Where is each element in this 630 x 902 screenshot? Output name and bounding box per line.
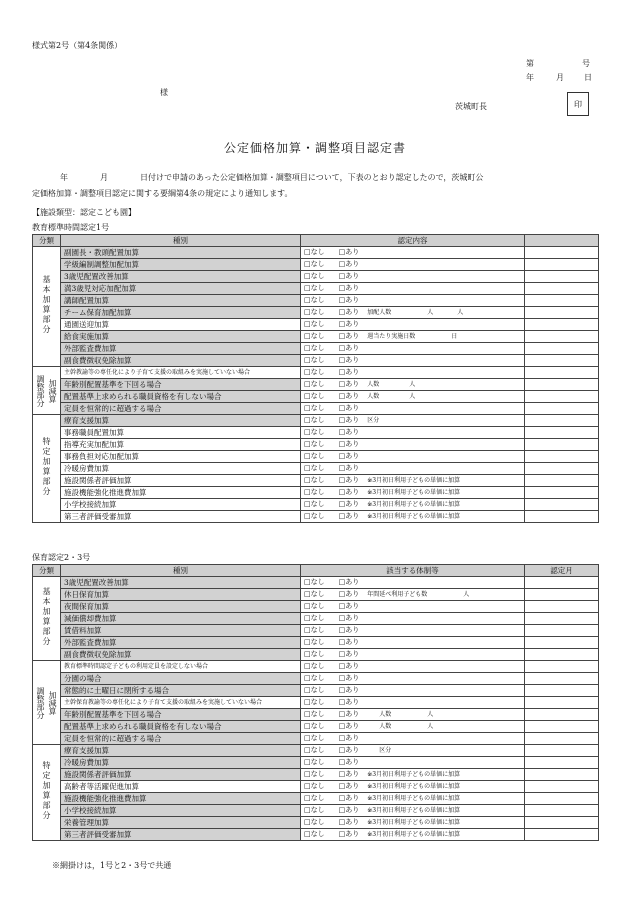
table-row [33, 343, 599, 355]
month-cell[interactable] [525, 661, 599, 673]
item-name: 夜間保育加算 [61, 601, 301, 613]
month-label: 月 [556, 73, 564, 82]
option-note: ※3月初日利用子どもの単価に加算 [367, 477, 461, 484]
option-note [359, 405, 367, 412]
option-checkboxes[interactable]: □なし □あり [304, 428, 360, 436]
option-checkboxes[interactable]: □なし □あり [304, 368, 360, 376]
table-row [33, 697, 599, 709]
table-row [33, 283, 599, 295]
table-row [33, 793, 599, 805]
item-name: 栄養管理加算 [61, 817, 301, 829]
option-note [359, 369, 367, 376]
item-name: 分園の場合 [61, 673, 301, 685]
header-cell: 分類 [33, 235, 61, 247]
option-checkboxes[interactable]: □なし □あり [304, 416, 360, 424]
table-row [33, 745, 599, 757]
month-cell[interactable] [525, 463, 599, 475]
month-cell[interactable] [525, 613, 599, 625]
option-note [359, 285, 367, 292]
item-name: 年齢別配置基準を下回る場合 [61, 379, 301, 391]
body-line-2: 定価格加算・調整項目認定に関する要綱第4条の規定により通知します。 [32, 189, 293, 198]
option-note [359, 603, 367, 610]
option-note [359, 429, 367, 436]
item-name: 主幹教諭等の専任化により子育て支援の取組みを実施していない場合 [61, 367, 301, 379]
option-note [359, 321, 367, 328]
category-cell [33, 577, 61, 661]
category-cell [33, 661, 61, 745]
table-row [33, 817, 599, 829]
option-checkboxes[interactable]: □なし □あり [304, 698, 360, 706]
option-note [359, 651, 367, 658]
option-checkboxes[interactable]: □なし □あり [304, 590, 360, 598]
option-note: ※3月初日利用子どもの単価に加算 [367, 771, 461, 778]
table-row [33, 427, 599, 439]
table-row [33, 487, 599, 499]
item-name: 療育支援加算 [61, 415, 301, 427]
table-row [33, 355, 599, 367]
table-row [33, 661, 599, 673]
table-row [33, 295, 599, 307]
option-note: ※3月初日利用子どもの単価に加算 [367, 819, 461, 826]
item-name: 第三者評価受審加算 [61, 829, 301, 841]
table-row [33, 307, 599, 319]
table-row [33, 769, 599, 781]
item-name: 常態的に土曜日に閉所する場合 [61, 685, 301, 697]
option-checkboxes[interactable]: □なし □あり [304, 332, 360, 340]
month-cell[interactable] [525, 283, 599, 295]
option-note: ※3月初日利用子どもの単価に加算 [367, 513, 461, 520]
table-row [33, 511, 599, 523]
table-row [33, 415, 599, 427]
option-checkboxes[interactable]: □なし □あり [304, 272, 360, 280]
option-checkboxes[interactable]: □なし □あり [304, 674, 360, 682]
month-cell[interactable] [525, 295, 599, 307]
option-checkboxes[interactable]: □なし □あり [304, 476, 360, 484]
option-note [359, 639, 367, 646]
month-cell[interactable] [525, 439, 599, 451]
header-cell: 認定月 [525, 565, 599, 577]
month-cell[interactable] [525, 829, 599, 841]
option-checkboxes[interactable]: □なし □あり [304, 602, 360, 610]
day-label: 日 [584, 73, 592, 82]
month-cell[interactable] [525, 451, 599, 463]
option-checkboxes[interactable]: □なし □あり [304, 248, 360, 256]
item-name: 小学校接続加算 [61, 499, 301, 511]
item-name: 教育標準時間認定子どもの利用定員を設定しない場合 [61, 661, 301, 673]
table-row [33, 403, 599, 415]
table-row [33, 475, 599, 487]
table-row [33, 367, 599, 379]
item-name: 高齢者等活躍促進加算 [61, 781, 301, 793]
item-name: 講師配置加算 [61, 295, 301, 307]
item-name: 指導充実加配加算 [61, 439, 301, 451]
option-checkboxes[interactable]: □なし □あり [304, 578, 360, 586]
option-note: ※3月初日利用子どもの単価に加算 [367, 831, 461, 838]
month-cell[interactable] [525, 745, 599, 757]
month-cell[interactable] [525, 247, 599, 259]
month-cell[interactable] [525, 721, 599, 733]
item-name: 年齢別配置基準を下回る場合 [61, 709, 301, 721]
month-cell[interactable] [525, 769, 599, 781]
month-cell[interactable] [525, 427, 599, 439]
month-cell[interactable] [525, 685, 599, 697]
option-checkboxes[interactable]: □なし □あり [304, 638, 360, 646]
option-checkboxes[interactable]: □なし □あり [304, 404, 360, 412]
item-name: 学級編制調整加配加算 [61, 259, 301, 271]
form-number: 様式第2号（第4条関係） [32, 41, 123, 50]
month-cell[interactable] [525, 403, 599, 415]
option-note [359, 675, 367, 682]
month-cell[interactable] [525, 307, 599, 319]
option-checkboxes[interactable]: □なし □あり [304, 806, 360, 814]
table-row [33, 439, 599, 451]
option-note [359, 627, 367, 634]
option-note: ※3月初日利用子どもの単価に加算 [367, 783, 461, 790]
category-cell [33, 367, 61, 415]
section2-title: 保育認定2・3号 [32, 553, 91, 562]
month-cell[interactable] [525, 331, 599, 343]
item-name: 外部監査費加算 [61, 343, 301, 355]
option-note [359, 663, 367, 670]
option-note: 区分 [367, 747, 392, 754]
item-name: 通園送迎加算 [61, 319, 301, 331]
option-checkboxes[interactable]: □なし □あり [304, 440, 360, 448]
option-checkboxes[interactable]: □なし □あり [304, 260, 360, 268]
category-cell [33, 745, 61, 841]
item-name: 満3歳児対応加配加算 [61, 283, 301, 295]
option-checkboxes[interactable]: □なし □あり [304, 320, 360, 328]
item-name: 冷暖房費加算 [61, 463, 301, 475]
table-row [33, 673, 599, 685]
option-checkboxes[interactable]: □なし □あり [304, 356, 360, 364]
section2-table [32, 564, 599, 841]
month-cell[interactable] [525, 355, 599, 367]
table-row [33, 805, 599, 817]
table-row [33, 829, 599, 841]
year-label: 年 [526, 73, 534, 82]
item-name: 外部監査費加算 [61, 637, 301, 649]
item-name: 第三者評価受審加算 [61, 511, 301, 523]
option-note: 加配人数 人 人 [367, 309, 464, 316]
option-note [359, 357, 367, 364]
option-note [359, 699, 367, 706]
item-name: 休日保育加算 [61, 589, 301, 601]
month-cell[interactable] [525, 367, 599, 379]
seal-box: 印 [567, 92, 589, 116]
category-label: 加減算 [48, 378, 57, 403]
option-checkboxes[interactable]: □なし □あり [304, 284, 360, 292]
option-note: 年間延べ利用子ども数 人 [367, 591, 470, 598]
category-cell [33, 247, 61, 367]
item-name: 副食費徴収免除加算 [61, 649, 301, 661]
option-checkboxes[interactable]: □なし □あり [304, 722, 360, 730]
item-name: 事務負担対応加配加算 [61, 451, 301, 463]
category-label: 特定加算部分 [42, 436, 51, 497]
option-checkboxes[interactable]: □なし □あり [304, 392, 360, 400]
option-note [359, 261, 367, 268]
month-cell[interactable] [525, 415, 599, 427]
month-cell[interactable] [525, 271, 599, 283]
option-note: ※3月初日利用子どもの単価に加算 [367, 795, 461, 802]
category-cell [33, 415, 61, 523]
option-note [359, 615, 367, 622]
option-note: 人数 人 [367, 381, 416, 388]
category-label: 調整部分 [36, 374, 45, 407]
item-name: 3歳児配置改善加算 [61, 271, 301, 283]
month-cell[interactable] [525, 391, 599, 403]
section1-title: 教育標準時間認定1号 [32, 223, 110, 232]
option-checkboxes[interactable]: □なし □あり [304, 686, 360, 694]
month-cell[interactable] [525, 487, 599, 499]
option-note [359, 579, 367, 586]
header-cell: 分類 [33, 565, 61, 577]
item-name: 定員を恒常的に超過する場合 [61, 403, 301, 415]
table-row [33, 685, 599, 697]
table-row [33, 721, 599, 733]
month-cell[interactable] [525, 577, 599, 589]
month-cell[interactable] [525, 511, 599, 523]
item-name: 賃借料加算 [61, 625, 301, 637]
month-cell[interactable] [525, 625, 599, 637]
option-note [359, 249, 367, 256]
month-cell[interactable] [525, 475, 599, 487]
table-row [33, 391, 599, 403]
issuer: 茨城町長 [455, 102, 487, 111]
item-name: 給食実施加算 [61, 331, 301, 343]
option-note [359, 453, 367, 460]
option-checkboxes[interactable]: □なし □あり [304, 746, 360, 754]
body-text [32, 170, 598, 202]
option-note: ※3月初日利用子どもの単価に加算 [367, 807, 461, 814]
table-row [33, 463, 599, 475]
option-checkboxes[interactable]: □なし □あり [304, 782, 360, 790]
option-checkboxes[interactable]: □なし □あり [304, 488, 360, 496]
month-cell[interactable] [525, 649, 599, 661]
option-checkboxes[interactable]: □なし □あり [304, 830, 360, 838]
month-cell[interactable] [525, 805, 599, 817]
month-cell[interactable] [525, 589, 599, 601]
option-note: ※3月初日利用子どもの単価に加算 [367, 489, 461, 496]
option-checkboxes[interactable]: □なし □あり [304, 380, 360, 388]
table-row [33, 649, 599, 661]
option-checkboxes[interactable]: □なし □あり [304, 626, 360, 634]
month-cell[interactable] [525, 709, 599, 721]
table-row [33, 331, 599, 343]
month-cell[interactable] [525, 697, 599, 709]
option-checkboxes[interactable]: □なし □あり [304, 758, 360, 766]
option-note: 区分 [367, 417, 380, 424]
table-row [33, 259, 599, 271]
month-cell[interactable] [525, 673, 599, 685]
option-checkboxes[interactable]: □なし □あり [304, 452, 360, 460]
option-note [359, 687, 367, 694]
table-row [33, 613, 599, 625]
header-cell: 該当する体制等 [301, 565, 525, 577]
month-cell[interactable] [525, 379, 599, 391]
table-row [33, 577, 599, 589]
option-note: 人数 人 [367, 711, 434, 718]
category-label: 加減算 [48, 690, 57, 715]
item-name: 冷暖房費加算 [61, 757, 301, 769]
item-name: 事務職員配置加算 [61, 427, 301, 439]
month-cell[interactable] [525, 259, 599, 271]
option-checkboxes[interactable]: □なし □あり [304, 344, 360, 352]
item-name: 定員を恒常的に超過する場合 [61, 733, 301, 745]
item-name: 施設機能強化推進費加算 [61, 793, 301, 805]
category-label: 基本加算部分 [42, 274, 51, 335]
table-row [33, 247, 599, 259]
month-cell[interactable] [525, 343, 599, 355]
option-checkboxes[interactable]: □なし □あり [304, 650, 360, 658]
month-cell[interactable] [525, 817, 599, 829]
page-title: 公定価格加算・調整項目認定書 [223, 141, 406, 155]
footnote: ※網掛けは，1号と2・3号で共通 [52, 861, 172, 870]
item-name: 配置基準上求められる職員資格を有しない場合 [61, 391, 301, 403]
option-checkboxes[interactable]: □なし □あり [304, 662, 360, 670]
option-checkboxes[interactable]: □なし □あり [304, 308, 360, 316]
header-cell: 種別 [61, 235, 301, 247]
option-note: ※3月初日利用子どもの単価に加算 [367, 501, 461, 508]
option-checkboxes[interactable]: □なし □あり [304, 296, 360, 304]
table-row [33, 781, 599, 793]
table-row [33, 451, 599, 463]
option-note [359, 465, 367, 472]
table-row [33, 709, 599, 721]
category-label: 特定加算部分 [42, 760, 51, 821]
category-label: 調整部分 [36, 686, 45, 719]
category-label: 基本加算部分 [42, 586, 51, 647]
option-checkboxes[interactable]: □なし □あり [304, 512, 360, 520]
table-row [33, 589, 599, 601]
table-row [33, 757, 599, 769]
body-line-1: 年 月 日付けで申請のあった公定価格加算・調整項目について，下表のとおり認定したので，茨城町公 [60, 173, 484, 182]
table-row [33, 733, 599, 745]
item-name: 小学校接続加算 [61, 805, 301, 817]
header-cell [525, 235, 599, 247]
month-cell[interactable] [525, 637, 599, 649]
month-cell[interactable] [525, 319, 599, 331]
option-checkboxes[interactable]: □なし □あり [304, 794, 360, 802]
addressee: 様 [160, 88, 168, 97]
section1-table [32, 234, 599, 523]
month-cell[interactable] [525, 781, 599, 793]
no-label: 第 [526, 59, 534, 68]
month-cell[interactable] [525, 757, 599, 769]
option-note: 人数 人 [367, 723, 434, 730]
option-checkboxes[interactable]: □なし □あり [304, 818, 360, 826]
facility-type: 【施設類型：認定こども園】 [32, 208, 136, 217]
option-checkboxes[interactable]: □なし □あり [304, 710, 360, 718]
table-row [33, 379, 599, 391]
no-suffix: 号 [582, 59, 590, 68]
option-note: 週当たり実施日数 日 [367, 333, 458, 340]
option-note [359, 759, 367, 766]
option-note [359, 345, 367, 352]
month-cell[interactable] [525, 601, 599, 613]
month-cell[interactable] [525, 733, 599, 745]
option-checkboxes[interactable]: □なし □あり [304, 770, 360, 778]
option-checkboxes[interactable]: □なし □あり [304, 464, 360, 472]
table-row [33, 637, 599, 649]
option-checkboxes[interactable]: □なし □あり [304, 734, 360, 742]
month-cell[interactable] [525, 499, 599, 511]
item-name: 施設関係者評価加算 [61, 475, 301, 487]
item-name: 療育支援加算 [61, 745, 301, 757]
item-name: チーム保育加配加算 [61, 307, 301, 319]
option-checkboxes[interactable]: □なし □あり [304, 614, 360, 622]
header-cell: 認定内容 [301, 235, 525, 247]
table-row [33, 271, 599, 283]
option-note [359, 735, 367, 742]
option-checkboxes[interactable]: □なし □あり [304, 500, 360, 508]
item-name: 3歳児配置改善加算 [61, 577, 301, 589]
month-cell[interactable] [525, 793, 599, 805]
item-name: 減価償却費加算 [61, 613, 301, 625]
table-row [33, 499, 599, 511]
table-row [33, 625, 599, 637]
item-name: 施設関係者評価加算 [61, 769, 301, 781]
option-note [359, 297, 367, 304]
option-note: 人数 人 [367, 393, 416, 400]
option-note [359, 441, 367, 448]
table-row [33, 601, 599, 613]
item-name: 配置基準上求められる職員資格を有しない場合 [61, 721, 301, 733]
item-name: 施設機能強化推進費加算 [61, 487, 301, 499]
item-name: 副食費徴収免除加算 [61, 355, 301, 367]
item-name: 主幹保育教諭等の専任化により子育て支援の取組みを実施していない場合 [61, 697, 301, 709]
header-cell: 種別 [61, 565, 301, 577]
option-note [359, 273, 367, 280]
item-name: 副園長・教頭配置加算 [61, 247, 301, 259]
table-row [33, 319, 599, 331]
